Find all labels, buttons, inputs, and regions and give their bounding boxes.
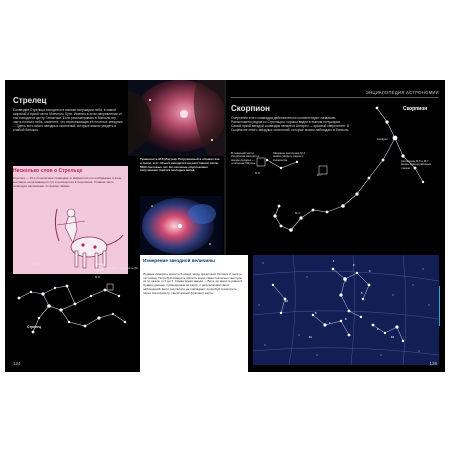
map-grid-label: 12 <box>285 300 288 303</box>
sagittarius-intro: Созвездие Стрельца находится в южном полушарии неба, в самой широкой и яркой части Млечного Пути. Именно в этом направлении от нас находится центр Галактики. Если рассматривать в бинокль эту часть ночного неба, заметите, что пересекающие её плотные звездные ... Здесь есть много звездных скоплений, которые можно увидеть в слабый бинокль. <box>13 108 123 133</box>
map-grid-label: 8 <box>345 318 347 321</box>
measure-magnitude-title: Измерение звездной величины <box>143 258 215 263</box>
sagittarius-info-body: Стрелец — 15-е по величине созвездие; в мифологии его изображают в виде кентавра, натягивающего лук и целящегося в Скорпиона. Главная часть созвездия напоминает по форме чайник. <box>13 176 122 188</box>
sagittarius-label-name: Стрелец <box>27 325 42 329</box>
measure-magnitude-body: Первым измерять яркость близких звёзд предложил Гиппарх 2 тысячи лет назад. Потребуй измерять яркость звезд самостоятельно: выстрои их по шкале от 0 до 3. Самая яркая звезда — Вега, её яркость равна 0. Сравни данные, приведённые на карте, с результатами своих наблюдений. Если результаты не совпадают, попробуй посмотреть через светофильтр, увеличенный фрагмент карты. <box>143 272 243 295</box>
scorpius-label-antares: Антарес <box>377 137 388 141</box>
map-grid-label: 5 <box>361 292 363 295</box>
map-grid-label: 7 <box>329 322 331 325</box>
scorpius-note-2: Звездное скопление М 4 можно увидеть рядом с Антаресом. <box>273 151 305 162</box>
caption-lagoon: Туманность М 8 (Лагуна). Погруженный в облака газа и пыли, этот объект находится на расстоянии около 5000 световых лет. Её свечение обусловлено излучением горячих молодых звёзд. <box>140 157 220 173</box>
scorpius-label-m6: М 6 <box>255 171 260 175</box>
sagittarius-label-cluster: Тройная туманность (М 20) <box>107 266 138 274</box>
map-grid-label: 6 <box>315 312 317 315</box>
scorpius-star-chart <box>227 98 441 258</box>
map-grid-label: 2 <box>353 264 355 267</box>
map-grid-label: 4 <box>345 280 347 283</box>
page-number-left: 124 <box>13 361 21 366</box>
trifid-nebula-photo <box>140 196 222 256</box>
scorpius-intro: Очертания этого созвездия действительно соответствуют названию. Расположено рядом со Стрельцом, хорошо видно в южном полушарии. Самой яркой звездой созвездия является Антарес — красный сверхгигант. В Скорпионе много звездных скоплений, которые можно наблюдать в бинокль. <box>231 116 350 133</box>
book-spread <box>5 80 445 372</box>
lagoon-nebula-photo <box>128 80 224 156</box>
sagittarius-title: Стрелец <box>13 96 47 105</box>
map-grid-label: 3 <box>369 270 371 273</box>
scorpius-title: Скорпион <box>231 104 270 113</box>
sagittarius-label-m7: М 7 <box>33 262 38 266</box>
map-grid-label: 1 <box>333 260 335 263</box>
sagittarius-info-title: Несколько слов о Стрельце <box>13 168 83 174</box>
page-number-right: 125 <box>429 361 437 366</box>
running-head: ЭНЦИКЛОПЕДИЯ АСТРОНОМИИ <box>365 90 439 95</box>
map-grid-label: 10 <box>391 336 394 339</box>
scorpius-label-name: Скорпион <box>403 106 428 112</box>
scorpius-note-3: Скопление М 6 и М 7 видны невооружённым глазом. <box>401 159 432 170</box>
scorpius-note-1: В северной части Скорпиона находится звезда Антарес — «соперник Марса». <box>231 151 260 166</box>
scorpius-label-m7: М 7 <box>317 173 322 177</box>
sagittarius-label-m8: М 8 <box>95 275 100 279</box>
map-grid-label: 9 <box>377 328 379 331</box>
magnitude-star-map <box>253 255 439 365</box>
scorpius-label-m4: М 4 <box>295 211 300 215</box>
map-grid-label: 11 <box>309 336 312 339</box>
